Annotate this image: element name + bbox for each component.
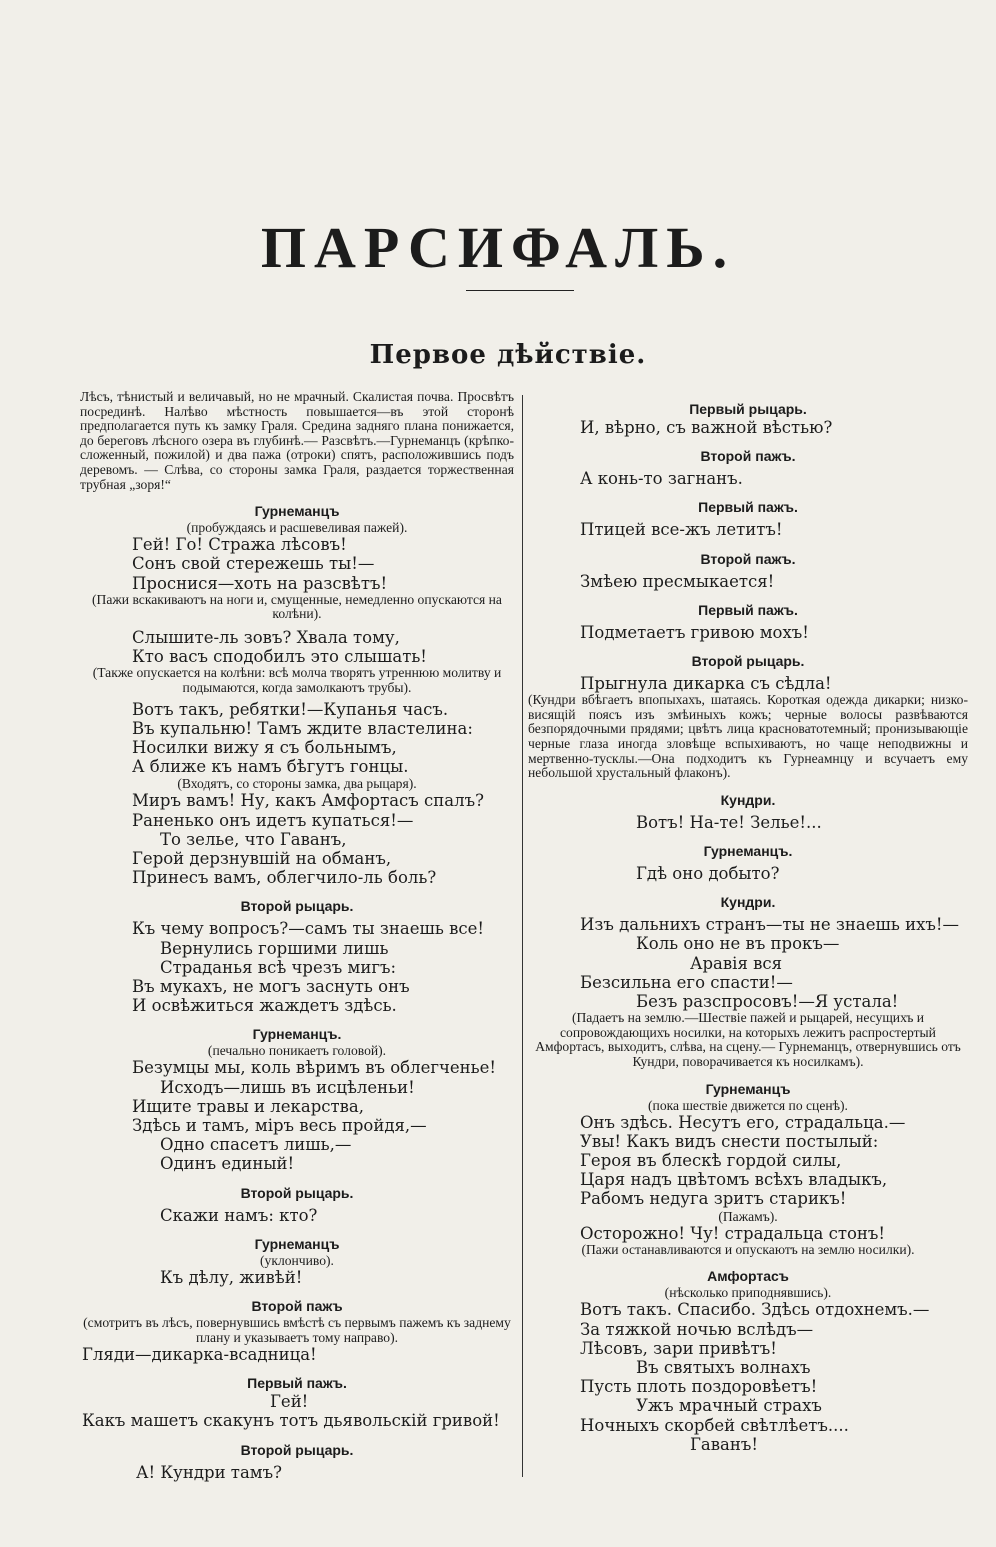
verse-line: Рабомъ недуга зритъ старикъ! bbox=[580, 1189, 847, 1209]
verse-line: Героя въ блескѣ гордой силы, bbox=[580, 1150, 842, 1170]
verse-line: Увы! Какъ видъ снести постылый: bbox=[580, 1131, 879, 1151]
verse-line: То зелье, что Гаванъ, bbox=[160, 829, 347, 849]
play-title: ПАРСИФАЛЬ. bbox=[260, 215, 736, 280]
verse-line: А! Кундри тамъ? bbox=[136, 1462, 282, 1482]
speaker-name: Второй рыцарь. bbox=[691, 653, 805, 670]
column-divider bbox=[522, 395, 523, 1477]
speaker-name: Амфортасъ bbox=[707, 1268, 789, 1285]
speaker-name: Кундри. bbox=[720, 791, 776, 808]
verse-line: Одно спасетъ лишь,— bbox=[160, 1135, 352, 1155]
stage-direction: (Также опускается на колѣни: всѣ молча творятъ утреннюю молитву и подымаются, когда замолкаютъ трубы). bbox=[92, 665, 502, 695]
speaker-direction: (смотритъ въ лѣсъ, повернувшись вмѣстѣ съ первымъ пажемъ къ заднему плану и указываетъ тому направо). bbox=[83, 1315, 511, 1346]
speaker-direction: (пробуждаясь и расшевеливая пажей). bbox=[186, 520, 408, 536]
speaker-name: Гурнеманцъ bbox=[254, 1235, 340, 1252]
verse-line: Осторожно! Чу! страдальца стонъ! bbox=[580, 1223, 886, 1243]
speaker-direction: (пока шествіе движется по сценѣ). bbox=[648, 1097, 848, 1113]
verse-line: Безсильна его спасти!— bbox=[580, 972, 793, 992]
verse-line: Изъ дальнихъ странъ—ты не знаешь ихъ!— bbox=[580, 915, 960, 935]
verse-line: Ночныхъ скорбей свѣтлѣетъ.... bbox=[580, 1415, 849, 1435]
speaker-name: Гурнеманцъ. bbox=[252, 1026, 342, 1043]
verse-line: Лѣсовъ, зари привѣтъ! bbox=[580, 1338, 777, 1358]
stage-direction: (Пажи останавливаются и опускаютъ на землю носилки). bbox=[581, 1241, 915, 1257]
verse-line: Ищите травы и лекарства, bbox=[132, 1096, 364, 1116]
speaker-direction: (нѣсколько приподнявшись). bbox=[664, 1285, 832, 1301]
verse-line: Прыгнула дикарка съ сѣдла! bbox=[580, 674, 832, 694]
verse-line: Страданья всѣ чрезъ мигъ: bbox=[160, 957, 397, 977]
speaker-name: Второй рыцарь. bbox=[240, 1441, 354, 1458]
speaker-name: Первый пажъ. bbox=[247, 1375, 347, 1392]
verse-line: Слышите-ль зовъ? Хвала тому, bbox=[132, 627, 400, 647]
stage-direction: (Пажи вскакиваютъ на ноги и, смущенные, немедленно опускаются на колѣни). bbox=[92, 591, 502, 622]
verse-line: Исходъ—лишь въ исцѣленьи! bbox=[160, 1077, 415, 1097]
verse-line: Въ святыхъ волнахъ bbox=[636, 1358, 811, 1377]
verse-line: А конь-то загнанъ. bbox=[580, 469, 743, 489]
stage-direction: Лѣсъ, тѣнистый и величавый, но не мрачный. Скалистая почва. Просвѣтъ посрединѣ. Налѣво мѣстность повышается—въ этой сторонѣ предполагается путь къ замку Граля. Средина задняго плана понижается, до береговъ лѣсного озера въ глубинѣ.— Разсвѣтъ.—Гурнеманцъ (крѣпко-сложенный, пожилой) и два пажа (отроки) спятъ, расположившись подъ деревомъ. — Слѣва, со стороны замка Граля, раздается торжественная трубная „зоря!“ bbox=[80, 389, 514, 492]
verse-line: Коль оно не въ прокъ— bbox=[636, 934, 840, 954]
verse-line: Проснися—хоть на разсвѣтъ! bbox=[132, 573, 388, 593]
verse-line: И освѣжиться жаждетъ здѣсь. bbox=[132, 996, 397, 1016]
verse-line: Пусть плоть поздоровѣетъ! bbox=[580, 1377, 818, 1397]
verse-line: Въ купальню! Тамъ ждите властелина: bbox=[132, 718, 473, 738]
verse-line: Какъ машетъ скакунъ тотъ дьявольскій гривой! bbox=[82, 1411, 500, 1431]
verse-line: Раненько онъ идетъ купаться!— bbox=[132, 810, 414, 830]
speaker-name: Гурнеманцъ bbox=[705, 1080, 791, 1097]
verse-line: Принесъ вамъ, облегчило-ль боль? bbox=[132, 868, 437, 888]
verse-line: Ужъ мрачный страхъ bbox=[636, 1396, 822, 1416]
right-column bbox=[528, 390, 968, 1454]
verse-line: И, вѣрно, съ важной вѣстью? bbox=[580, 418, 833, 437]
verse-line: Птицей все-жъ летитъ! bbox=[580, 520, 783, 540]
speaker-direction: (уклончиво). bbox=[260, 1252, 334, 1268]
verse-line: Гей! Го! Стража лѣсовъ! bbox=[132, 535, 347, 555]
stage-direction: (Кундри вбѣгаетъ впопыхахъ, шатаясь. Короткая одежда дикарки; низко-висящій поясъ изъ змѣиныхъ кожъ; черные волосы развѣваются безпорядочными прядями; цвѣтъ лица красноватотемный; пронизывающіе черные глаза иногда зловѣще вспыхиваютъ, но чаще неподвижны и мертвенно-тусклы.—Она подходитъ къ Гурнеамнцу и всучаетъ ему небольшой хрустальный флаконъ). bbox=[528, 692, 968, 781]
verse-line: Аравія вся bbox=[690, 953, 783, 973]
title-rule bbox=[466, 290, 574, 291]
speaker-direction: (Входятъ, со стороны замка, два рыцаря). bbox=[177, 776, 417, 792]
verse-line: Герой дерзнувшій на обманъ, bbox=[132, 848, 392, 868]
speaker-name: Второй пажъ. bbox=[700, 550, 796, 567]
speaker-name: Второй пажъ bbox=[251, 1298, 343, 1315]
act-heading: Первое дѣйствіе. bbox=[369, 340, 647, 370]
verse-line: Кто васъ сподобилъ это слышать! bbox=[132, 647, 427, 667]
verse-line: Гдѣ оно добыто? bbox=[636, 863, 780, 883]
verse-line: Вотъ! На-те! Зелье!... bbox=[636, 812, 822, 832]
verse-line: Вотъ такъ, ребятки!—Купанья часъ. bbox=[132, 699, 449, 719]
verse-line: Сонъ свой стережешь ты!— bbox=[132, 554, 375, 574]
verse-line: Миръ вамъ! Ну, какъ Амфортасъ спалъ? bbox=[132, 791, 484, 811]
verse-line: Вернулись горшими лишь bbox=[160, 938, 389, 958]
verse-line: Въ мукахъ, не могъ заснуть онъ bbox=[132, 976, 410, 996]
speaker-name: Второй пажъ. bbox=[700, 448, 796, 465]
verse-line: Къ чему вопросъ?—самъ ты знаешь все! bbox=[132, 919, 485, 939]
speaker-name: Второй рыцарь. bbox=[240, 1184, 354, 1201]
verse-line: Къ дѣлу, живѣй! bbox=[160, 1267, 303, 1287]
verse-line: Скажи намъ: кто? bbox=[160, 1205, 318, 1225]
speaker-direction: (печально поникаетъ головой). bbox=[207, 1043, 387, 1059]
verse-line: Безумцы мы, коль вѣримъ въ облегченье! bbox=[132, 1058, 497, 1078]
stage-direction: (Падаетъ на землю.—Шествіе пажей и рыцарей, несущихъ и сопровождающихъ носилки, на которыхъ лежитъ распростертый Амфортасъ, выходитъ, слѣва, на сцену.— Гурнеманцъ, отвернувшись отъ Кундри, поворачивается къ носилкамъ). bbox=[535, 1010, 961, 1069]
verse-line: Безъ разспросовъ!—Я устала! bbox=[636, 992, 899, 1011]
verse-line: За тяжкой ночью вслѣдъ— bbox=[580, 1319, 814, 1339]
verse-line: Гей! bbox=[270, 1392, 309, 1412]
verse-line: Царя надъ цвѣтомъ всѣхъ владыкъ, bbox=[580, 1170, 888, 1190]
left-column bbox=[80, 390, 514, 1482]
speaker-name: Гурнеманцъ. bbox=[703, 842, 793, 859]
verse-line: Гаванъ! bbox=[690, 1434, 759, 1454]
speaker-name: Первый рыцарь. bbox=[689, 401, 807, 417]
speaker-name: Первый пажъ. bbox=[698, 601, 798, 618]
speaker-name: Гурнеманцъ bbox=[254, 503, 340, 520]
speaker-name: Кундри. bbox=[720, 894, 776, 911]
verse-line: Здѣсь и тамъ, міръ весь пройдя,— bbox=[132, 1116, 427, 1135]
verse-line: Носилки вижу я съ больнымъ, bbox=[132, 737, 397, 757]
speaker-name: Первый пажъ. bbox=[698, 499, 798, 516]
speaker-name: Второй рыцарь. bbox=[240, 898, 354, 915]
verse-line: Вотъ такъ. Спасибо. Здѣсь отдохнемъ.— bbox=[580, 1300, 930, 1320]
verse-line: Змѣею пресмыкается! bbox=[580, 571, 775, 591]
verse-line: Подметаетъ гривою мохъ! bbox=[580, 622, 809, 642]
speaker-direction: (Пажамъ). bbox=[718, 1208, 778, 1224]
verse-line: Гляди—дикарка-всадница! bbox=[82, 1345, 317, 1365]
verse-line: Одинъ единый! bbox=[160, 1154, 295, 1174]
verse-line: А ближе къ намъ бѣгутъ гонцы. bbox=[132, 757, 409, 777]
verse-line: Онъ здѣсь. Несутъ его, страдальца.— bbox=[580, 1112, 906, 1132]
